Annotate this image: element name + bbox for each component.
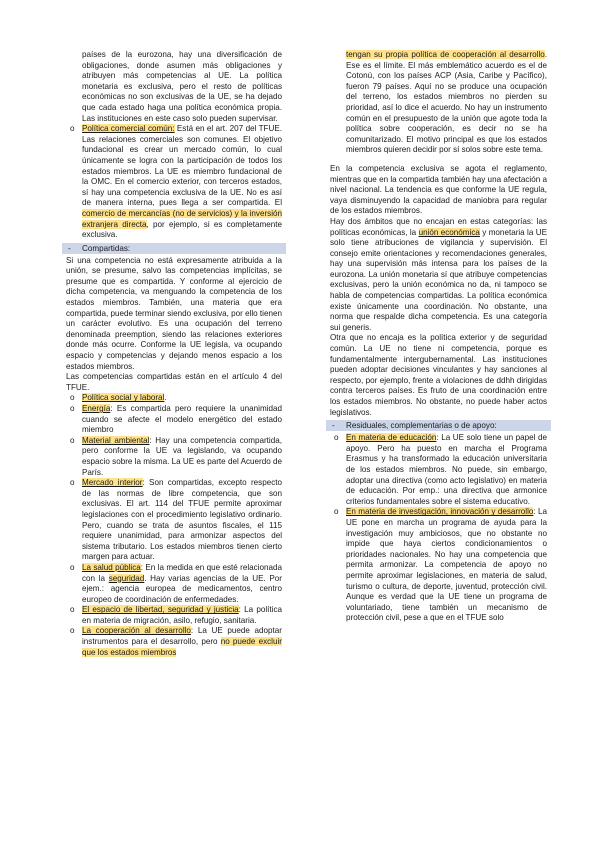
dash-bullet-icon: - — [68, 243, 71, 253]
highlighted-text: comercio de mercancías (no de servicios) y la inversión extranjera directa — [82, 208, 282, 229]
dash-bullet-icon: - — [332, 421, 335, 431]
item-title: Mercado interior — [82, 478, 143, 488]
item-title: El espacio de libertad, seguridad y justicia — [82, 605, 239, 615]
item-text: : La política en materia de migración, asilo, refugio, sanitaria. — [82, 605, 282, 625]
continued-paragraph — [330, 50, 547, 156]
spacer — [330, 156, 547, 164]
circle-bullet-icon: o — [70, 404, 75, 413]
paragraph-text: Hay dos ámbitos que no encajan en estas categorías: las políticas económicas, la — [330, 216, 547, 237]
item-title: La salud pública — [82, 562, 141, 572]
list-item-comercial — [66, 124, 282, 241]
section-heading-compartidas — [62, 243, 286, 254]
list-item-educacion — [330, 433, 547, 507]
item-text: : La UE solo tiene un papel de apoyo. Pero ha puesto en marcha el Programa Erasmus y ha transformado la educación universitaria de los estados miembros. No puede, sin embargo, adoptar una directiva (como acto legislativo) en materia de educación. Por emp.: una directiva que armonice criterios fundamentales sobre el sistema educativo. — [346, 433, 547, 506]
circle-bullet-icon: o — [70, 124, 75, 134]
circle-bullet-icon: o — [70, 562, 75, 572]
list-item — [66, 393, 282, 404]
list-item — [66, 478, 282, 563]
item-text: : Son compartidas, excepto respecto de las normas de libre competencia, que son exclusivas. El art. 114 del TFUE permite aproximar legislaciones con el procedimiento legislativo ordinario. Pero, cuando se trata de asuntos fiscales, el 115 requiere unanimidad, para armonizar aspectos del sistema tributario. Los estados miembros tienen cierto margen para actuar. — [82, 478, 282, 562]
intro-paragraph: países de la eurozona, hay una diversificación de obligaciones, donde asumen más obligaciones y atribuyen más competencias al UE. La política monetaria es exclusiva, pero el resto de políticas económicas no son exclusivas de la UE, se ha dejado que cada estado haga una política económica propia. Las instituciones en este caso solo pueden supervisar. — [82, 50, 282, 123]
highlighted-text: seguridad — [108, 573, 145, 583]
item-title: Política social y laboral — [82, 393, 165, 403]
list-item — [66, 436, 282, 478]
paragraph-text: y monetaria la UE solo tiene atribuciones de vigilancia y supervisión. El consejo emite orientaciones y recomendaciones generales, hay una supervisión más intensa para los países de la eurozona. La unión monetaria sí que atribuye competencias exclusivas, pero la unión económica no da, ni tampoco se habla de competencias compartidas. La política económica existe únicamente una coordinación. No obstante, una norma que respalde dicha competencia. Es una categoría sui generis. — [330, 227, 547, 332]
list-item-cooperacion — [66, 626, 282, 658]
paragraph: Otra que no encaja es la política exterior y de seguridad común. La UE no tiene ni competencia, porque es fundamentalmente intergubernamental. Las instituciones pueden adoptar decisiones vinculantes y hay sanciones al respecto, por ejemplo, frente a violaciones de ddhh dirigidas contra terceros países. Es fruto de una coordinación entre los estados miembros. No obstante, no puede haber actos legislativos. — [330, 333, 547, 417]
item-text: Está en el art. 207 del TFUE. Las relaciones comerciales son comunes. El objetivo fundacional es crear un mercado común, lo cual únicamente se logra con la participación de todos los estados miembros. La UE es miembro fundacional de la OMC. En el comercio exterior, con terceros estados, sí hay una competencia exclusiva de la UE. No es así de manera interna, pues llega a ser compartida. El — [82, 124, 282, 208]
circle-bullet-icon: o — [70, 605, 75, 615]
circle-bullet-icon: o — [70, 478, 75, 488]
list-item-salud — [66, 563, 282, 605]
paragraph: Si una competencia no está expresamente atribuida a la unión, se presume, salvo las competencias implícitas, se presume que es compartida. Y conforme al ejercicio de dicha competencia, va menguando la competencia de los estados miembros. También, una materia que era compartida, puede terminar siendo exclusiva, por ello tienen un carácter evolutivo. Es una ocupación del terreno denominada preemption, siendo las relaciones exteriores donde más ocurre. Conforme la UE legisla, va ocupando espacio y competencias y dejando menos espacio a los estados miembros. — [66, 255, 282, 371]
item-text: : La UE puede adoptar instrumentos para el desarrollo, pero — [82, 626, 283, 647]
item-title: En materia de educación — [346, 433, 437, 443]
list-item-investigacion — [330, 507, 547, 624]
item-text: : Es compartida pero requiere la unanimidad cuando se afecte el modelo energético del estado miembro — [82, 404, 282, 435]
section-heading-residuales — [326, 420, 551, 431]
paragraph — [330, 217, 547, 334]
circle-bullet-icon: o — [70, 626, 75, 636]
item-text: , por ejemplo, si es completamente exclusiva. — [82, 219, 282, 240]
paragraph: Las competencias compartidas están en el artículo 4 del TFUE. — [66, 372, 282, 392]
section-label: Compartidas: — [82, 243, 131, 253]
item-title: Política comercial común: — [82, 124, 175, 134]
circle-bullet-icon: o — [334, 433, 339, 443]
section-label: Residuales, complementarias o de apoyo: — [346, 421, 497, 431]
right-column — [330, 50, 547, 624]
item-text: : En la medida en que esté relacionada con la — [82, 562, 283, 583]
paragraph: En la competencia exclusiva se agota el reglamento, mientras que en la compartida también hay una afectación a nivel nacional. La tendencia es que conforme la UE regula, vaya disminuyendo la capacidad de maniobra para regular de los estados miembros. — [330, 163, 547, 216]
circle-bullet-icon: o — [334, 507, 339, 517]
item-text: : La UE pone en marcha un programa de ayuda para la investigación muy ambiciosos, que no obstante no impide que haya ciertos condicionamientos o prioridades nacionales. No hay una competencia que permita armonizar. La competencia de apoyo no permite aproximar legislaciones, en materia de salud, turismo o cultura, de deporte, juventud, protección civil. Aunque es verdad que la UE tiene un programa de voluntariado, tiene también un mecanismo de protección civil, pese a que en el TFUE solo — [346, 507, 547, 623]
item-title: En materia de investigación, innovación y desarrollo — [346, 507, 534, 517]
highlighted-text: tengan su propia política de cooperación al desarrollo — [346, 50, 545, 59]
circle-bullet-icon: o — [70, 393, 75, 403]
item-text: . — [164, 393, 167, 403]
item-title: Energía — [82, 404, 111, 413]
paragraph-text: . Ese es el límite. El más emblemático acuerdo es el de Cotonú, con los países ACP (Asia, Caribe y Pacífico), fueron 79 países. Aquí no se produce una ocupación del terreno, los estados miembros no pierden su prioridad, así lo dice el acuerdo. No hay un instrumento común en el presupuesto de la unión que agote toda la política sobre cooperación, es decir no se ha comunitarizado. El motivo principal es que los estados miembros quieren decidir por sí solos sobre este tema. — [346, 50, 547, 155]
item-title: La cooperación al desarrollo — [82, 626, 191, 636]
highlighted-text: no puede excluir que los estados miembros — [82, 637, 282, 657]
item-text: . Hay varias agencias de la UE. Por ejem.: agencia europea de medicamentos, centro europeo de coordinación de enfermedades. — [82, 573, 282, 604]
highlighted-text: unión económica — [418, 227, 480, 237]
item-text: : Hay una competencia compartida, pero conforme la UE va legislando, va ocupando espacio sobre la misma. La UE es parte del Acuerdo de París. — [82, 435, 282, 477]
list-item-espacio — [66, 605, 282, 626]
circle-bullet-icon: o — [70, 435, 75, 445]
list-item — [66, 404, 282, 436]
left-column — [66, 50, 282, 658]
item-title: Material ambiental — [82, 435, 150, 445]
